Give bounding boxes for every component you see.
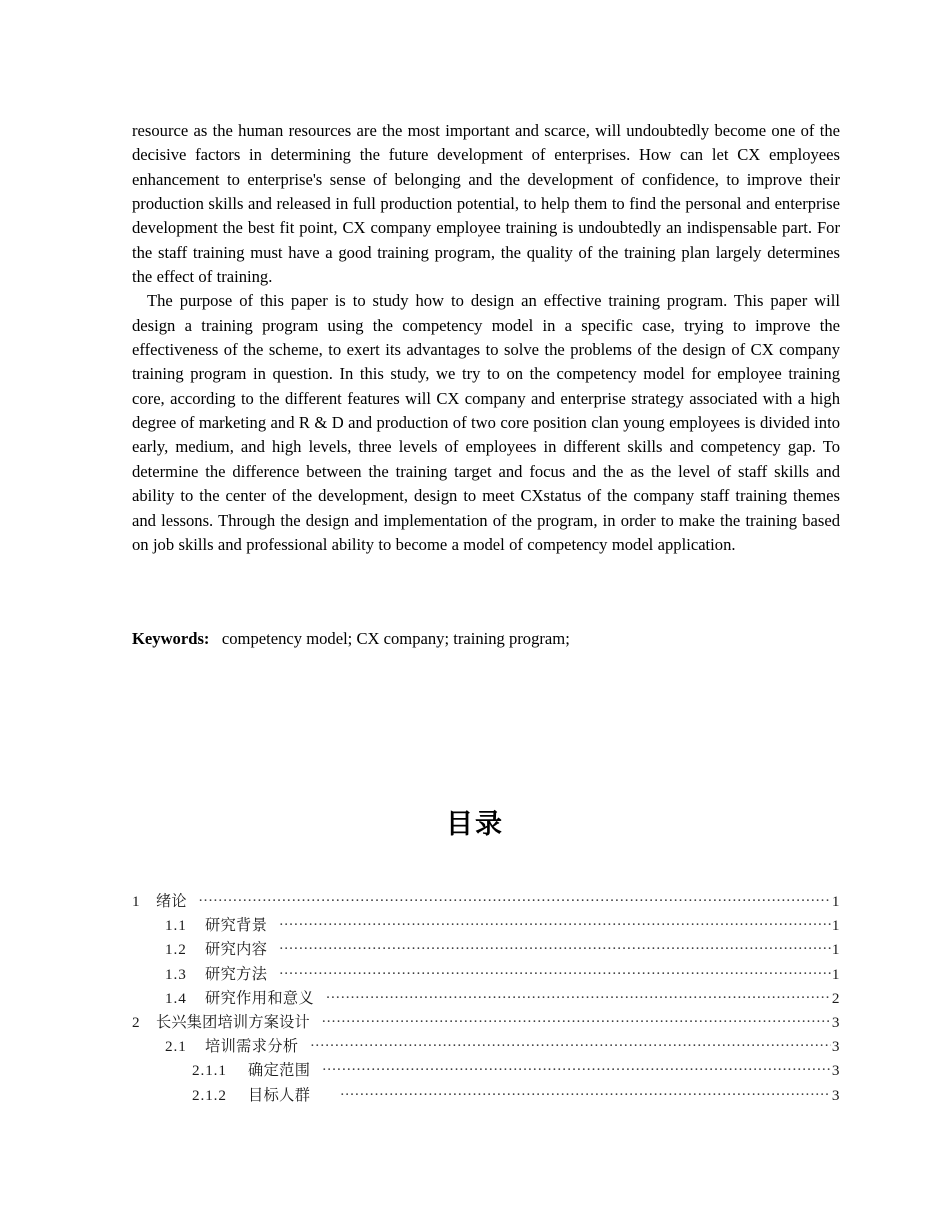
toc-entry[interactable] [132,1035,840,1059]
toc-entry-title: 目标人群 [248,1086,311,1104]
toc-entry-title: 培训需求分析 [205,1038,299,1056]
toc-entry-title: 研究内容 [205,941,268,959]
toc-heading: 目录 [446,809,504,839]
toc-dot-leader [279,939,831,954]
toc-entry[interactable] [132,1059,840,1083]
toc-dot-leader [322,1060,831,1075]
toc-entry-title: 确定范围 [248,1062,311,1080]
keywords-line [132,627,840,651]
toc-entry-title: 研究方法 [205,965,268,983]
abstract-body [132,119,840,557]
toc-entry-number: 1.4 [165,989,187,1007]
toc-entry-title: 研究作用和意义 [205,989,315,1007]
toc-entry[interactable] [132,890,840,914]
toc-entry-number: 2 [132,1013,141,1031]
toc-entry-page-number: 1 [831,917,840,935]
toc-dot-leader [311,1036,831,1051]
toc-entry-page-number: 1 [831,893,840,910]
toc-entry-title: 长兴集团培训方案设计 [156,1013,310,1031]
abstract-paragraph-1: resource as the human resources are the most important and scarce, will undoubtedly become one of the decisive factors in determining the future development of enterprises. How can let CX employees enhancement to enterprise's sense of belonging and the development of confidence, to improve their production skills and released in full production potential, to help them to find the personal and enterprise development the best fit point, CX company employee training is undoubtedly an indispensable part. For the staff training must have a good training program, the quality of the training plan largely determines the effect of training. [132,121,840,287]
toc-entry[interactable] [132,987,840,1011]
toc-dot-leader [279,915,831,930]
toc-entry[interactable] [132,1084,840,1108]
toc-dot-leader [199,891,831,906]
toc-entry-page-number: 1 [831,965,840,983]
toc-entry-number: 2.1 [165,1038,187,1056]
toc-entry-page-number: 3 [831,1086,840,1104]
toc-entry-title: 绪论 [156,893,187,910]
toc-entry-page-number: 3 [831,1062,840,1080]
keywords-label: Keywords: [132,629,210,648]
toc-entry-number: 1.1 [165,917,187,935]
toc-entry-number: 1.3 [165,965,187,983]
toc-entry[interactable] [132,938,840,962]
toc-entry-page-number: 3 [831,1013,840,1031]
toc-entry-number: 1.2 [165,941,187,959]
toc-entry-number: 1 [132,893,141,910]
toc-entry-title: 研究背景 [205,917,268,935]
toc-entry[interactable] [132,914,840,938]
toc-entry-number: 2.1.2 [192,1086,227,1104]
abstract-paragraph-2: The purpose of this paper is to study how to design an effective training program. This paper will design a training program using the competency model in a specific case, trying to improve the effectiveness of the scheme, to exert its advantages to solve the problems of the design of CX company training program in question. In this study, we try to on the competency model for employee training core, according to the different features will CX company and enterprise strategy associated with a high degree of marketing and R & D and production of two core position clan young employees is divided into early, medium, and high levels, three levels of employees in different skills and competency gap. To determine the difference between the training target and focus and the as the level of staff skills and ability to the center of the development, design to meet CXstatus of the company staff training themes and lessons. Through the design and implementation of the program, in order to make the training based on job skills and professional ability to become a model of competency model application. [132,291,840,554]
toc-entry[interactable] [132,963,840,987]
toc-entry-number: 2.1.1 [192,1062,227,1080]
table-of-contents [132,890,840,1108]
toc-entry[interactable] [132,1011,840,1035]
toc-entry-page-number: 2 [831,989,840,1007]
toc-entry-page-number: 3 [831,1038,840,1056]
toc-entry-page-number: 1 [831,941,840,959]
toc-dot-leader [326,988,831,1003]
toc-dot-leader [322,1012,831,1027]
keywords-value: competency model; CX company; training program; [221,629,570,648]
toc-dot-leader [279,963,831,978]
toc-dot-leader [340,1084,831,1099]
